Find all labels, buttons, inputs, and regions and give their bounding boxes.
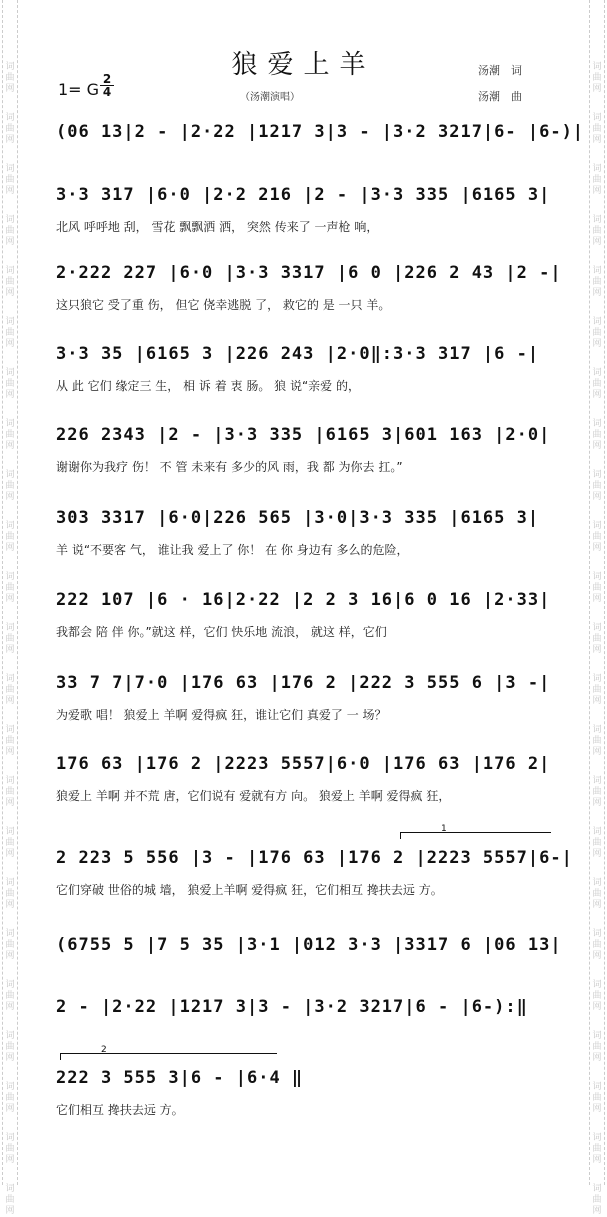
watermark-text: 词 曲 网 — [592, 674, 602, 706]
watermark-text: 词 曲 网 — [5, 164, 15, 196]
lyrics: 狼爱上 羊啊 并不荒 唐，它们说有 爱就有方 向。 狼爱上 羊啊 爱得疯 狂， — [56, 789, 451, 803]
key-signature: 1= G — [58, 80, 100, 99]
watermark-text: 词 曲 网 — [5, 674, 15, 706]
notation: 2 - |2·22 |1217 3|3 - |3·2 3217|6 - |6-):‖ — [56, 997, 528, 1017]
volta-2-label: 2 — [101, 1045, 107, 1055]
watermark-text: 词 曲 网 — [592, 266, 602, 298]
watermark-text: 词 曲 网 — [592, 572, 602, 604]
time-denominator: 4 — [100, 85, 114, 98]
notation: 222 107 |6 · 16|2·22 |2 2 3 16|6 0 16 |2·33| — [56, 590, 551, 610]
volta-1-label: 1 — [441, 824, 447, 834]
watermark-text: 词 曲 网 — [592, 776, 602, 808]
lyrics: 我都会 陪 伴 你。”就这 样，它们 快乐地 流浪， 就这 样，它们 — [56, 625, 387, 639]
lyrics: 它们相互 搀扶去远 方。 — [56, 1103, 184, 1117]
watermark-text: 词 曲 网 — [592, 215, 602, 247]
watermark-text: 词 曲 网 — [5, 572, 15, 604]
notation: (06 13|2 - |2·22 |1217 3|3 - |3·2 3217|6- |6-)| — [56, 122, 585, 142]
lyrics: 它们穿破 世俗的城 墙， 狼爱上羊啊 爱得疯 狂，它们相互 搀扶去远 方。 — [56, 883, 443, 897]
watermark-text: 词 曲 网 — [5, 1082, 15, 1114]
watermark-text: 词 曲 网 — [5, 62, 15, 94]
watermark-text: 词 曲 网 — [592, 878, 602, 910]
watermark-text: 词 曲 网 — [5, 317, 15, 349]
watermark-strip-right — [589, 0, 605, 1216]
composer-credit: 汤潮 曲 — [478, 90, 522, 103]
notation: 2 223 5 556 |3 - |176 63 |176 2 |2223 5557|6-| — [56, 848, 573, 868]
singer-note: （汤潮演唱） — [240, 92, 300, 103]
watermark-text: 词 曲 网 — [5, 215, 15, 247]
watermark-text: 词 曲 网 — [592, 1082, 602, 1114]
watermark-text: 词 曲 网 — [5, 266, 15, 298]
time-numerator: 2 — [102, 72, 112, 86]
notation: 33 7 7|7·0 |176 63 |176 2 |222 3 555 6 |3 -| — [56, 673, 551, 693]
notation: 303 3317 |6·0|226 565 |3·0|3·3 335 |6165 3| — [56, 508, 540, 528]
watermark-text: 词 曲 网 — [592, 623, 602, 655]
lyrics: 为爱歌 唱！ 狼爱上 羊啊 爱得疯 狂，谁让它们 真爱了 一 场？ — [56, 708, 387, 722]
watermark-text: 词 曲 网 — [5, 623, 15, 655]
watermark-text: 词 曲 网 — [592, 1031, 602, 1063]
watermark-text: 词 曲 网 — [592, 470, 602, 502]
watermark-text: 词 曲 网 — [5, 878, 15, 910]
volta-1 — [400, 824, 551, 839]
lyricist-credit: 汤潮 词 — [478, 64, 522, 77]
lyrics: 北风 呼呼地 刮， 雪花 飘飘洒 洒， 突然 传来了 一声枪 响， — [56, 220, 379, 234]
watermark-text: 词 曲 网 — [592, 317, 602, 349]
notation: (6755 5 |7 5 35 |3·1 |012 3·3 |3317 6 |06 13| — [56, 935, 562, 955]
watermark-strip-left — [2, 0, 18, 1216]
watermark-text: 词 曲 网 — [5, 521, 15, 553]
watermark-text: 词 曲 网 — [5, 419, 15, 451]
watermark-text: 词 曲 网 — [5, 725, 15, 757]
lyrics: 这只狼它 受了重 伤， 但它 侥幸逃脱 了， 救它的 是 一只 羊。 — [56, 298, 391, 312]
time-signature — [100, 73, 114, 98]
watermark-text: 词 曲 网 — [5, 1133, 15, 1165]
notation: 176 63 |176 2 |2223 5557|6·0 |176 63 |176 2| — [56, 754, 551, 774]
watermark-text: 词 曲 网 — [5, 470, 15, 502]
watermark-text: 词 曲 网 — [592, 113, 602, 145]
watermark-text: 词 曲 网 — [592, 929, 602, 961]
lyrics: 谢谢你为我疗 伤！ 不 管 未来有 多少的风 雨，我 都 为你去 扛。” — [56, 460, 403, 474]
watermark-text: 词 曲 网 — [592, 725, 602, 757]
volta-2 — [60, 1045, 277, 1060]
watermark-text: 词 曲 网 — [5, 1184, 15, 1216]
lyrics: 从 此 它们 缘定三 生， 相 诉 着 衷 肠。 狼 说“亲爱 的， — [56, 379, 360, 393]
watermark-text: 词 曲 网 — [592, 980, 602, 1012]
notation: 3·3 35 |6165 3 |226 243 |2·0‖:3·3 317 |6 -| — [56, 344, 540, 364]
watermark-text: 词 曲 网 — [592, 62, 602, 94]
song-title: 狼爱上羊 — [231, 50, 376, 80]
notation: 226 2343 |2 - |3·3 335 |6165 3|601 163 |2·0| — [56, 425, 551, 445]
notation: 2·222 227 |6·0 |3·3 3317 |6 0 |226 2 43 |2 -| — [56, 263, 562, 283]
watermark-text: 词 曲 网 — [592, 419, 602, 451]
watermark-text: 词 曲 网 — [592, 1133, 602, 1165]
watermark-text: 词 曲 网 — [5, 776, 15, 808]
watermark-text: 词 曲 网 — [5, 113, 15, 145]
watermark-text: 词 曲 网 — [5, 929, 15, 961]
watermark-text: 词 曲 网 — [5, 980, 15, 1012]
watermark-text: 词 曲 网 — [5, 368, 15, 400]
watermark-text: 词 曲 网 — [5, 1031, 15, 1063]
lyrics: 羊 说“不要客 气， 谁让我 爱上了 你！ 在 你 身边有 多么的危险， — [56, 543, 409, 557]
watermark-text: 词 曲 网 — [592, 368, 602, 400]
watermark-text: 词 曲 网 — [592, 521, 602, 553]
watermark-text: 词 曲 网 — [5, 827, 15, 859]
watermark-text: 词 曲 网 — [592, 1184, 602, 1216]
watermark-text: 词 曲 网 — [592, 827, 602, 859]
watermark-text: 词 曲 网 — [592, 164, 602, 196]
notation: 222 3 555 3|6 - |6·4 ‖ — [56, 1068, 304, 1088]
notation: 3·3 317 |6·0 |2·2 216 |2 - |3·3 335 |6165 3| — [56, 185, 551, 205]
